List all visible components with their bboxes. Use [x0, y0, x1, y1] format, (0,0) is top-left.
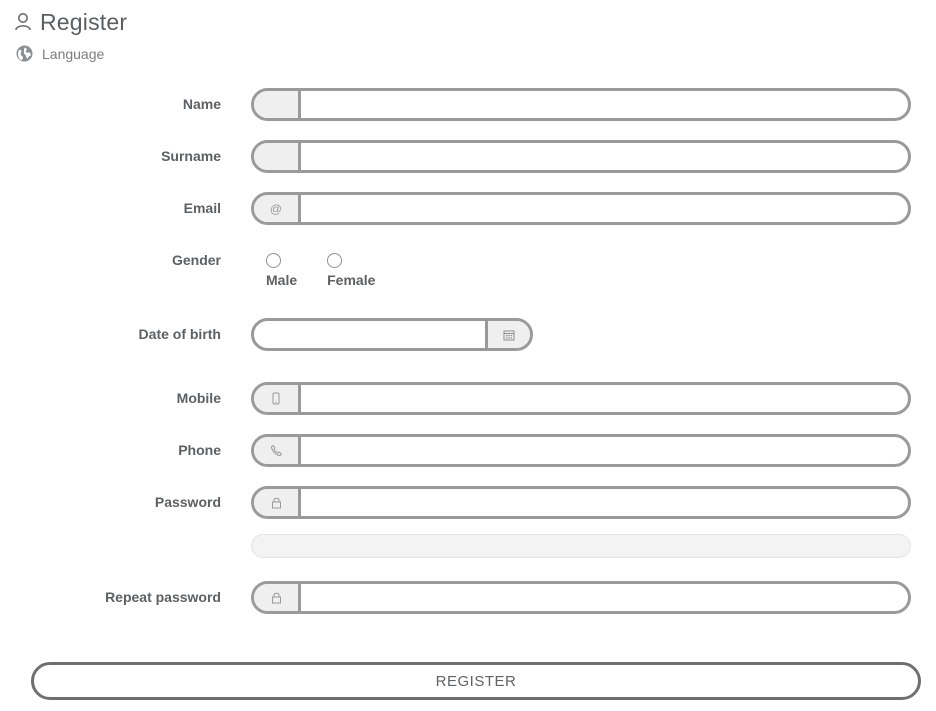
calendar-icon [503, 329, 515, 341]
gender-option-female[interactable] [327, 253, 375, 288]
phone-input[interactable] [301, 437, 908, 464]
password-addon [254, 489, 301, 516]
repeat-password-input[interactable] [301, 584, 908, 611]
surname-input-group [251, 140, 911, 173]
name-input-group [251, 88, 911, 121]
at-sign-icon: @ [254, 195, 301, 222]
surname-addon [254, 143, 301, 170]
name-addon [254, 91, 301, 118]
page-header [14, 8, 128, 62]
email-input[interactable] [301, 195, 908, 222]
password-input[interactable] [301, 489, 908, 516]
password-label: Password [154, 494, 221, 510]
title-row [14, 8, 127, 36]
gender-option-male[interactable] [266, 253, 297, 288]
email-input-group [251, 192, 911, 225]
email-label: Email [183, 200, 221, 216]
globe-icon [16, 45, 33, 62]
name-label: Name [182, 96, 221, 112]
register-button[interactable]: REGISTER [31, 662, 921, 700]
password-strength-bar [251, 534, 911, 558]
gender-label: Gender [171, 252, 221, 268]
page-title: Register [40, 8, 128, 35]
name-input[interactable] [301, 91, 908, 118]
language-selector[interactable] [16, 45, 104, 62]
female-label: Female [327, 272, 376, 288]
date-of-birth-label: Date of birth [138, 326, 221, 342]
mobile-phone-icon [271, 392, 281, 405]
female-radio[interactable] [327, 253, 342, 268]
calendar-button[interactable] [485, 321, 530, 348]
date-of-birth-input[interactable] [254, 321, 485, 348]
mobile-input-group [251, 382, 911, 415]
password-input-group [251, 486, 911, 519]
mobile-label: Mobile [176, 390, 221, 406]
lock-icon [271, 591, 282, 604]
male-radio[interactable] [266, 253, 281, 268]
phone-addon [254, 437, 301, 464]
gender-radio-group [266, 253, 405, 288]
mobile-input[interactable] [301, 385, 908, 412]
lock-icon [271, 496, 282, 509]
surname-label: Surname [161, 148, 221, 164]
repeat-password-input-group [251, 581, 911, 614]
male-label: Male [266, 272, 298, 288]
mobile-addon [254, 385, 301, 412]
repeat-password-addon [254, 584, 301, 611]
telephone-icon [270, 444, 283, 457]
date-of-birth-group [251, 318, 533, 351]
repeat-password-label: Repeat password [105, 589, 221, 605]
surname-input[interactable] [301, 143, 908, 170]
language-label: Language [42, 45, 105, 62]
phone-label: Phone [178, 442, 221, 458]
phone-input-group [251, 434, 911, 467]
user-icon [14, 12, 34, 32]
